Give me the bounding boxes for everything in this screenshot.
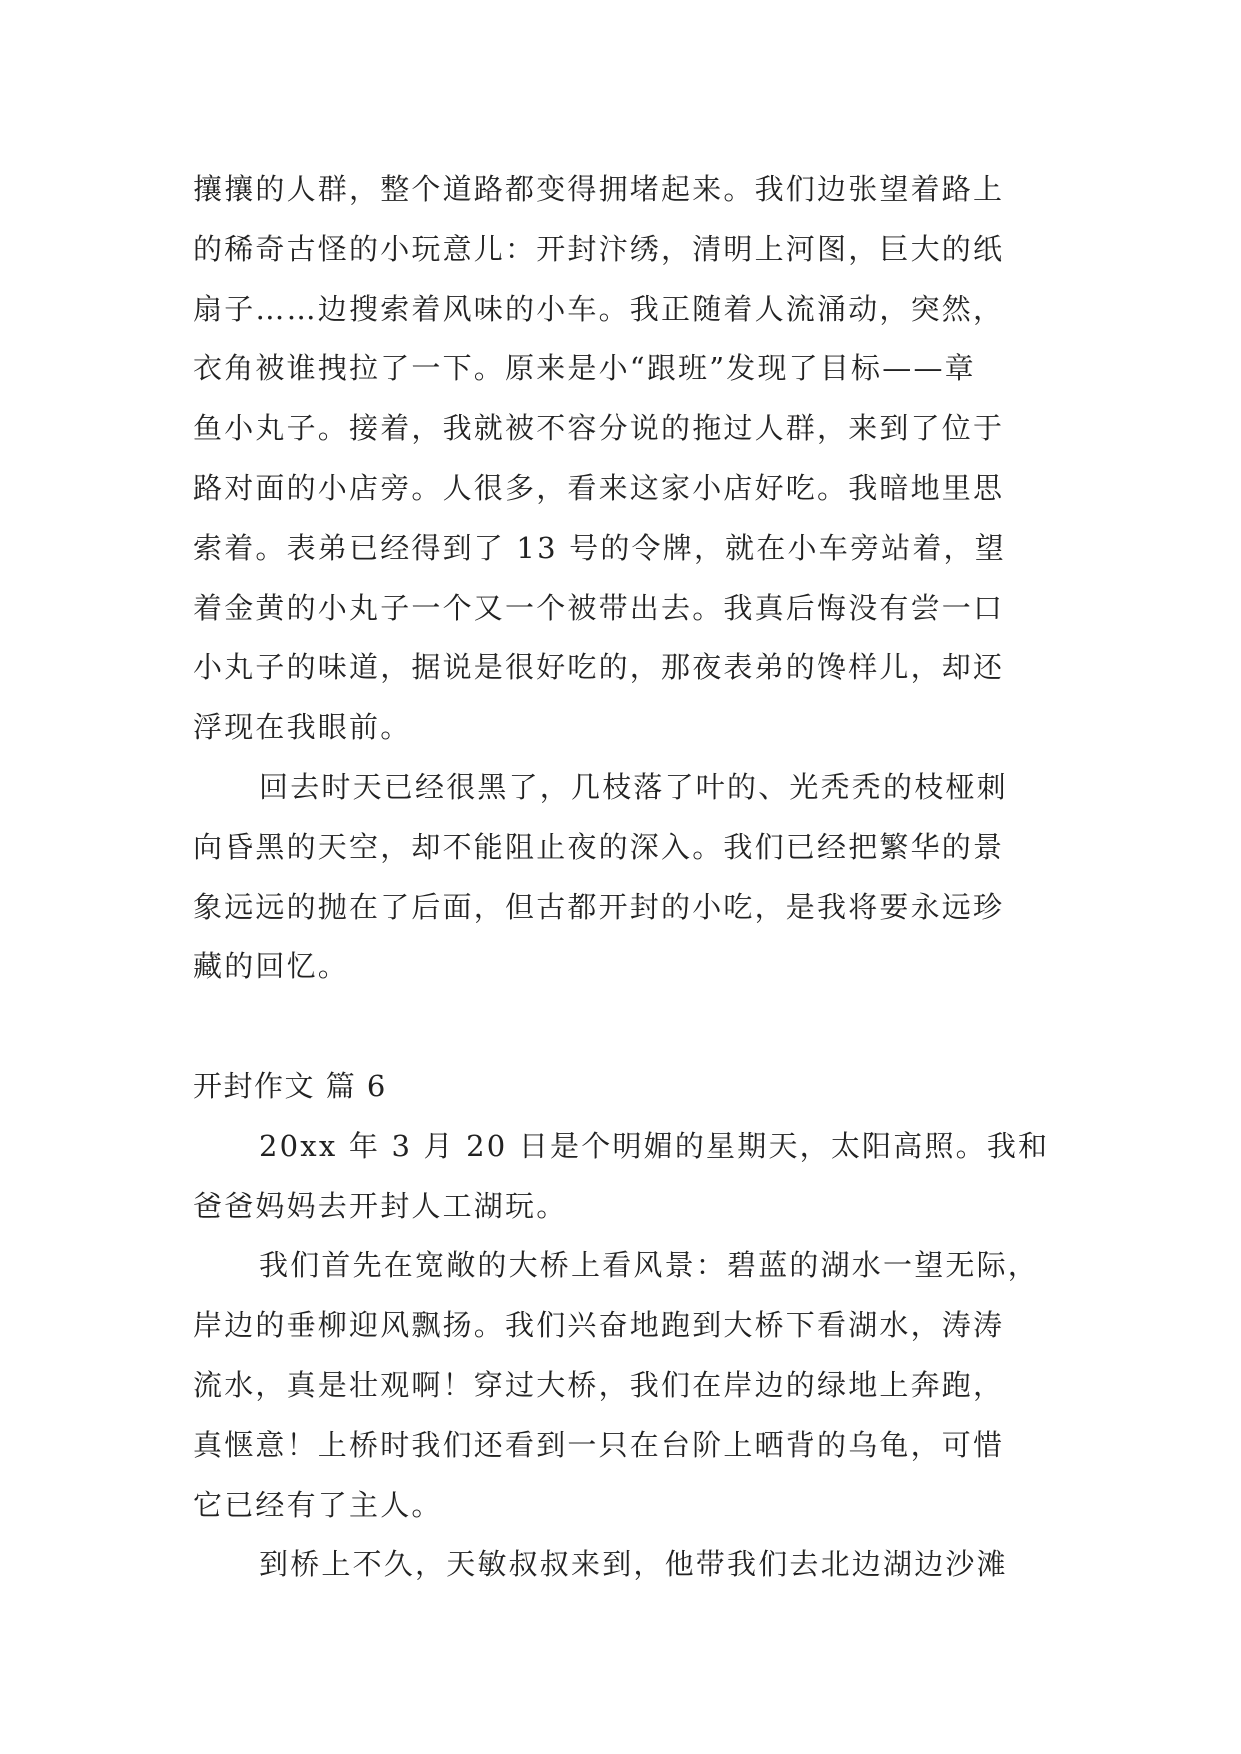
section-spacer xyxy=(193,997,1053,1057)
paragraph-intro xyxy=(193,1117,1053,1237)
paragraph-continued xyxy=(193,160,1053,758)
text-line: 小丸子的味道，据说是很好吃的，那夜表弟的馋样儿，却还 xyxy=(193,650,1005,685)
section-heading: 开封作文 篇 6 xyxy=(193,1068,387,1103)
text-line: 回去时天已经很黑了，几枝落了叶的、光秃秃的枝桠刺 xyxy=(259,769,1008,804)
text-line: 着金黄的小丸子一个又一个被带出去。我真后悔没有尝一口 xyxy=(193,590,1005,625)
text-line: 扇子……边搜索着风味的小车。我正随着人流涌动，突然， xyxy=(193,291,1005,326)
text-line: 到桥上不久，天敏叔叔来到，他带我们去北边湖边沙滩 xyxy=(259,1547,1008,1582)
text-line: 流水，真是壮观啊！穿过大桥，我们在岸边的绿地上奔跑， xyxy=(193,1367,1005,1402)
paragraph-bridge xyxy=(193,1236,1053,1535)
text-line: 向昏黑的天空，却不能阻止夜的深入。我们已经把繁华的景 xyxy=(193,829,1005,864)
text-line: 它已经有了主人。 xyxy=(193,1487,443,1522)
text-line: 真惬意！上桥时我们还看到一只在台阶上晒背的乌龟，可惜 xyxy=(193,1427,1005,1462)
text-line: 象远远的抛在了后面，但古都开封的小吃，是我将要永远珍 xyxy=(193,889,1005,924)
text-line: 路对面的小店旁。人很多，看来这家小店好吃。我暗地里思 xyxy=(193,470,1005,505)
text-line: 的稀奇古怪的小玩意儿：开封汴绣，清明上河图，巨大的纸 xyxy=(193,231,1005,266)
document-body xyxy=(193,160,1053,1595)
text-line: 我们首先在宽敞的大桥上看风景：碧蓝的湖水一望无际， xyxy=(259,1248,1040,1283)
text-line: 攘攘的人群，整个道路都变得拥堵起来。我们边张望着路上 xyxy=(193,172,1005,206)
text-line: 岸边的垂柳迎风飘扬。我们兴奋地跑到大桥下看湖水，涛涛 xyxy=(193,1308,1005,1343)
text-line: 鱼小丸子。接着，我就被不容分说的拖过人群，来到了位于 xyxy=(193,411,1005,446)
text-line: 20xx 年 3 月 20 日是个明媚的星期天，太阳高照。我和 xyxy=(259,1128,1050,1163)
text-line: 爸爸妈妈去开封人工湖玩。 xyxy=(193,1188,568,1223)
text-line: 衣角被谁拽拉了一下。原来是小“跟班”发现了目标——章 xyxy=(193,351,976,386)
paragraph-return-home xyxy=(193,758,1053,997)
text-line: 索着。表弟已经得到了 13 号的令牌，就在小车旁站着，望 xyxy=(193,530,1006,565)
text-line: 藏的回忆。 xyxy=(193,949,350,984)
text-line: 浮现在我眼前。 xyxy=(193,710,412,745)
paragraph-uncle xyxy=(193,1535,1053,1595)
